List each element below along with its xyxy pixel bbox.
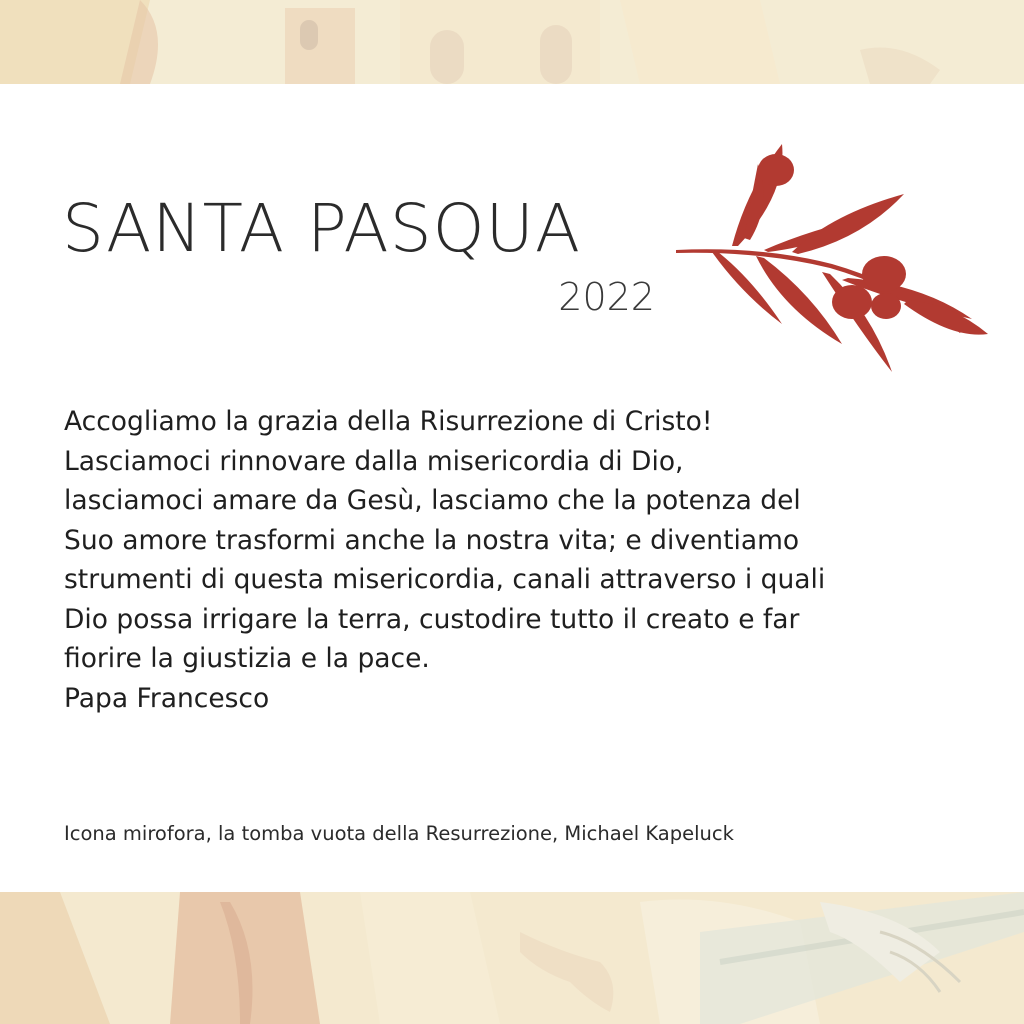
message-line: Dio possa irrigare la terra, custodire tutto il creato e far xyxy=(64,603,800,635)
message-line: strumenti di questa misericordia, canali attraverso i quali xyxy=(64,564,826,595)
title: SANTA PASQUA xyxy=(62,190,581,267)
message-line: lasciamoci amare da Gesù, lasciamo che la potenza del xyxy=(64,485,801,516)
icon-painting-top xyxy=(0,0,1024,84)
message-line: Accogliamo la grazia della Risurrezione di Cristo! xyxy=(64,406,713,437)
caption: Icona mirofora, la tomba vuota della Resurrezione, Michael Kapeluck xyxy=(64,822,734,845)
olive-branch-icon xyxy=(672,134,992,384)
icon-painting-bottom xyxy=(0,892,1024,1024)
message-line: Suo amore trasformi anche la nostra vita; e diventiamo xyxy=(64,524,800,556)
message-line: fiorire la giustizia e la pace. xyxy=(64,643,430,674)
message xyxy=(64,402,964,718)
year: 2022 xyxy=(558,275,655,319)
author: Papa Francesco xyxy=(64,682,270,714)
message-line: Lasciamoci rinnovare dalla misericordia di Dio, xyxy=(64,445,684,477)
